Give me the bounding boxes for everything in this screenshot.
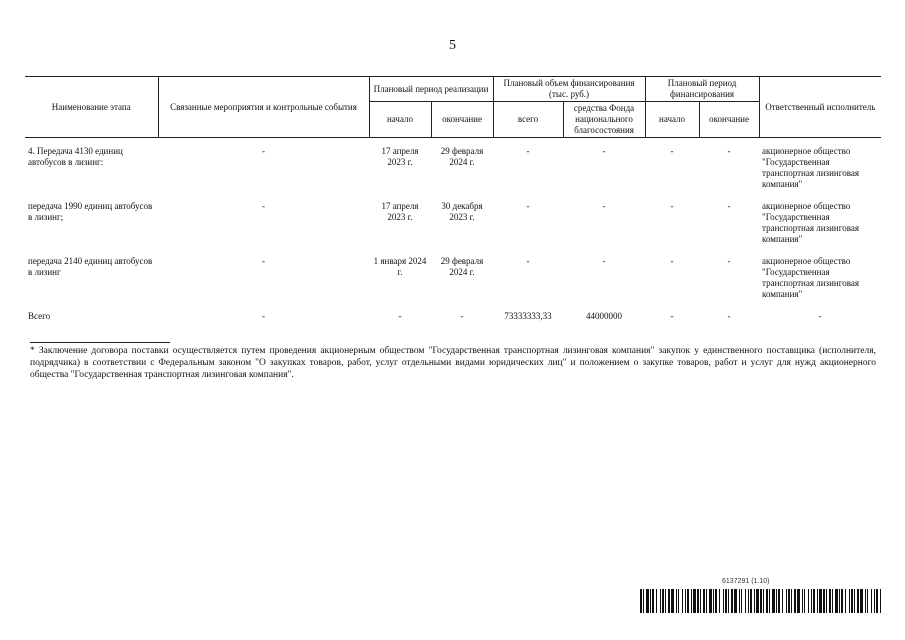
plan-table <box>25 76 881 333</box>
total-cell: - <box>526 256 530 266</box>
table-row-total <box>25 311 881 333</box>
header-fin-start: начало <box>645 102 699 138</box>
barcode-number: 6137291 (1.10) <box>722 578 770 585</box>
fin-start-cell: - <box>670 201 674 211</box>
footnote: * Заключение договора поставки осуществляется путем проведения акционерным обществом "Государственная транспортная лизинговая компания" закупок у единственного поставщика (исполнителя, подрядчика) в соответствии с Федеральным законом "О закупках товаров, работ, услуг отдельными видами юридических лиц" и положением о закупке товаров, работ и услуг для нужд акционерного общества "Государственная транспортная лизинговая компания". <box>30 346 876 380</box>
events-cell: - <box>262 201 265 211</box>
fin-end-cell: - <box>727 256 731 266</box>
fin-end-cell: - <box>727 146 731 156</box>
table-row <box>25 138 881 202</box>
start-cell: - <box>398 311 402 321</box>
footnote-divider <box>30 342 170 343</box>
total-cell: 73333333,33 <box>504 311 552 321</box>
stage-cell: передача 1990 единиц автобусов в лизинг; <box>28 201 153 222</box>
responsible-cell: акционерное общество "Государственная транспортная лизинговая компания" <box>762 201 859 244</box>
events-cell: - <box>262 311 265 321</box>
fund-cell: - <box>602 256 606 266</box>
fin-start-cell: - <box>670 311 674 321</box>
stage-cell: 4. Передача 4130 единиц автобусов в лизинг: <box>28 146 123 167</box>
fund-cell: - <box>602 146 606 156</box>
table-row <box>25 256 881 311</box>
fin-start-cell: - <box>670 256 674 266</box>
header-plan-financing-period: Плановый период финансирования <box>645 77 759 102</box>
header-fund: средства Фонда национального благосостояния <box>563 102 645 138</box>
header-related-events: Связанные мероприятия и контрольные события <box>158 77 369 138</box>
end-cell: 29 февраля 2024 г. <box>440 146 484 167</box>
fund-cell: - <box>602 201 606 211</box>
header-responsible: Ответственный исполнитель <box>759 77 881 138</box>
start-cell: 17 апреля 2023 г. <box>381 146 419 167</box>
start-cell: 1 января 2024 г. <box>373 256 427 277</box>
header-total: всего <box>493 102 563 138</box>
end-cell: 30 декабря 2023 г. <box>441 201 483 222</box>
fin-start-cell: - <box>670 146 674 156</box>
total-cell: - <box>526 201 530 211</box>
stage-cell: Всего <box>28 311 51 321</box>
header-stage-name: Наименование этапа <box>25 77 158 138</box>
events-cell: - <box>262 256 265 266</box>
start-cell: 17 апреля 2023 г. <box>381 201 419 222</box>
stage-cell: передача 2140 единиц автобусов в лизинг <box>28 256 153 277</box>
responsible-cell: акционерное общество "Государственная транспортная лизинговая компания" <box>762 256 859 299</box>
header-start: начало <box>369 102 431 138</box>
events-cell: - <box>262 146 265 156</box>
page-number: 5 <box>449 38 456 53</box>
table-row <box>25 201 881 256</box>
fund-cell: 44000000 <box>586 311 623 321</box>
end-cell: 29 февраля 2024 г. <box>440 256 484 277</box>
barcode-image <box>640 589 881 613</box>
fin-end-cell: - <box>727 201 731 211</box>
header-fin-end: окончание <box>699 102 759 138</box>
end-cell: - <box>460 311 464 321</box>
header-end: окончание <box>431 102 493 138</box>
responsible-cell: - <box>818 311 822 321</box>
header-plan-period: Плановый период реализации <box>369 77 493 102</box>
fin-end-cell: - <box>727 311 731 321</box>
total-cell: - <box>526 146 530 156</box>
header-plan-volume: Плановый объем финансирования (тыс. руб.) <box>493 77 645 102</box>
responsible-cell: акционерное общество "Государственная транспортная лизинговая компания" <box>762 146 859 189</box>
